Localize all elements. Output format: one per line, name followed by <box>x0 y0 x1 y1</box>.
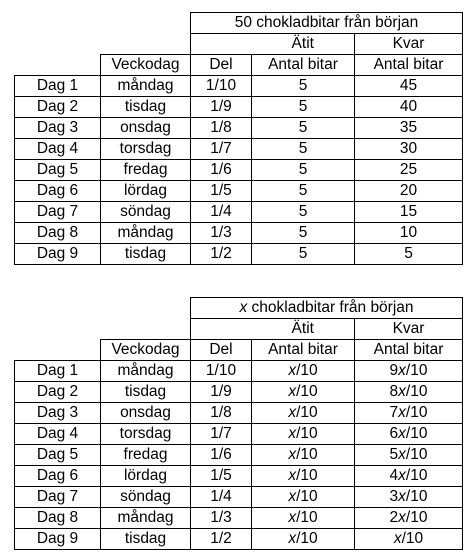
cell-day: Dag 9 <box>15 244 101 265</box>
cell-eaten-count: 5 <box>252 244 355 265</box>
cell-weekday: lördag <box>101 466 191 487</box>
chocolate-table-x <box>14 297 463 550</box>
table-row <box>15 445 463 466</box>
cell-weekday: tisdag <box>101 97 191 118</box>
table-row <box>15 529 463 550</box>
header-row-columns <box>15 55 463 76</box>
cell-day: Dag 3 <box>15 403 101 424</box>
table-row <box>15 223 463 244</box>
cell-eaten-count: 5 <box>252 181 355 202</box>
group-header-left: Kvar <box>355 34 463 55</box>
table-row <box>15 97 463 118</box>
column-header-left-count: Antal bitar <box>355 340 463 361</box>
table-row <box>15 403 463 424</box>
cell-eaten-count: 5 <box>252 160 355 181</box>
cell-part: 1/7 <box>191 139 252 160</box>
cell-left-count: 4x/10 <box>355 466 463 487</box>
cell-part: 1/4 <box>191 202 252 223</box>
table-body <box>15 361 463 550</box>
cell-part: 1/8 <box>191 403 252 424</box>
cell-weekday: måndag <box>101 508 191 529</box>
cell-eaten-count: x/10 <box>252 487 355 508</box>
cell-left-count: 35 <box>355 118 463 139</box>
header-row-groups <box>15 319 463 340</box>
cell-eaten-count: x/10 <box>252 403 355 424</box>
cell-day: Dag 8 <box>15 508 101 529</box>
cell-weekday: torsdag <box>101 139 191 160</box>
cell-left-count: 5x/10 <box>355 445 463 466</box>
header-row-columns <box>15 340 463 361</box>
column-header-left-count: Antal bitar <box>355 55 463 76</box>
table-caption <box>191 298 463 319</box>
cell-part: 1/3 <box>191 223 252 244</box>
cell-day: Dag 3 <box>15 118 101 139</box>
cell-day: Dag 7 <box>15 487 101 508</box>
cell-weekday: tisdag <box>101 244 191 265</box>
chocolate-table-50 <box>14 12 463 265</box>
cell-weekday: måndag <box>101 361 191 382</box>
cell-day: Dag 9 <box>15 529 101 550</box>
cell-left-count: 15 <box>355 202 463 223</box>
cell-part: 1/7 <box>191 424 252 445</box>
table-row <box>15 202 463 223</box>
cell-eaten-count: 5 <box>252 202 355 223</box>
cell-weekday: torsdag <box>101 424 191 445</box>
cell-left-count: 40 <box>355 97 463 118</box>
cell-part: 1/6 <box>191 160 252 181</box>
column-header-weekday: Veckodag <box>101 55 191 76</box>
cell-left-count: 3x/10 <box>355 487 463 508</box>
cell-weekday: onsdag <box>101 118 191 139</box>
cell-part: 1/2 <box>191 529 252 550</box>
cell-left-count: 9x/10 <box>355 361 463 382</box>
cell-weekday: fredag <box>101 445 191 466</box>
table-caption: 50 chokladbitar från början <box>191 13 463 34</box>
cell-left-count: 8x/10 <box>355 382 463 403</box>
cell-day: Dag 1 <box>15 76 101 97</box>
cell-part: 1/4 <box>191 487 252 508</box>
group-header-left: Kvar <box>355 319 463 340</box>
cell-weekday: tisdag <box>101 529 191 550</box>
table-row <box>15 487 463 508</box>
cell-day: Dag 6 <box>15 466 101 487</box>
cell-left-count: 2x/10 <box>355 508 463 529</box>
table-row <box>15 76 463 97</box>
table-row <box>15 139 463 160</box>
cell-weekday: lördag <box>101 181 191 202</box>
cell-eaten-count: 5 <box>252 223 355 244</box>
header-row-caption <box>15 298 463 319</box>
cell-eaten-count: x/10 <box>252 445 355 466</box>
cell-weekday: måndag <box>101 76 191 97</box>
cell-day: Dag 4 <box>15 424 101 445</box>
cell-left-count: 6x/10 <box>355 424 463 445</box>
cell-part: 1/9 <box>191 382 252 403</box>
cell-left-count: 10 <box>355 223 463 244</box>
group-header-eaten: Ätit <box>291 320 314 337</box>
cell-part: 1/8 <box>191 118 252 139</box>
cell-day: Dag 7 <box>15 202 101 223</box>
column-header-part: Del <box>191 340 252 361</box>
table-row <box>15 160 463 181</box>
header-row-groups <box>15 34 463 55</box>
cell-eaten-count: x/10 <box>252 529 355 550</box>
cell-eaten-count: 5 <box>252 97 355 118</box>
column-header-weekday: Veckodag <box>101 340 191 361</box>
column-header-eaten-count: Antal bitar <box>252 340 355 361</box>
cell-eaten-count: 5 <box>252 76 355 97</box>
cell-left-count: 20 <box>355 181 463 202</box>
table-body <box>15 76 463 265</box>
cell-left-count: 30 <box>355 139 463 160</box>
cell-weekday: måndag <box>101 223 191 244</box>
cell-left-count: 7x/10 <box>355 403 463 424</box>
group-header-eaten: Ätit <box>291 35 314 52</box>
cell-eaten-count: x/10 <box>252 466 355 487</box>
cell-weekday: onsdag <box>101 403 191 424</box>
cell-day: Dag 2 <box>15 382 101 403</box>
cell-part: 1/9 <box>191 97 252 118</box>
column-header-eaten-count: Antal bitar <box>252 55 355 76</box>
table-row <box>15 361 463 382</box>
cell-part: 1/5 <box>191 181 252 202</box>
table-row <box>15 466 463 487</box>
cell-eaten-count: 5 <box>252 139 355 160</box>
table-row <box>15 244 463 265</box>
header-row-caption <box>15 13 463 34</box>
cell-left-count: 45 <box>355 76 463 97</box>
table-row <box>15 508 463 529</box>
cell-day: Dag 6 <box>15 181 101 202</box>
caption-variable: x <box>239 299 248 316</box>
cell-weekday: söndag <box>101 202 191 223</box>
cell-eaten-count: x/10 <box>252 361 355 382</box>
cell-eaten-count: x/10 <box>252 424 355 445</box>
cell-eaten-count: x/10 <box>252 508 355 529</box>
cell-part: 1/10 <box>191 76 252 97</box>
cell-part: 1/6 <box>191 445 252 466</box>
cell-day: Dag 5 <box>15 445 101 466</box>
cell-weekday: söndag <box>101 487 191 508</box>
cell-eaten-count: 5 <box>252 118 355 139</box>
cell-part: 1/2 <box>191 244 252 265</box>
cell-part: 1/5 <box>191 466 252 487</box>
table-row <box>15 118 463 139</box>
cell-weekday: fredag <box>101 160 191 181</box>
cell-weekday: tisdag <box>101 382 191 403</box>
cell-part: 1/10 <box>191 361 252 382</box>
cell-left-count: 25 <box>355 160 463 181</box>
cell-part: 1/3 <box>191 508 252 529</box>
table-row <box>15 424 463 445</box>
cell-left-count: 5 <box>355 244 463 265</box>
cell-day: Dag 8 <box>15 223 101 244</box>
cell-eaten-count: x/10 <box>252 382 355 403</box>
caption-text: chokladbitar från början <box>247 299 414 316</box>
cell-day: Dag 1 <box>15 361 101 382</box>
table-row <box>15 382 463 403</box>
column-header-part: Del <box>191 55 252 76</box>
cell-left-count: x/10 <box>355 529 463 550</box>
cell-day: Dag 2 <box>15 97 101 118</box>
cell-day: Dag 4 <box>15 139 101 160</box>
cell-day: Dag 5 <box>15 160 101 181</box>
table-row <box>15 181 463 202</box>
